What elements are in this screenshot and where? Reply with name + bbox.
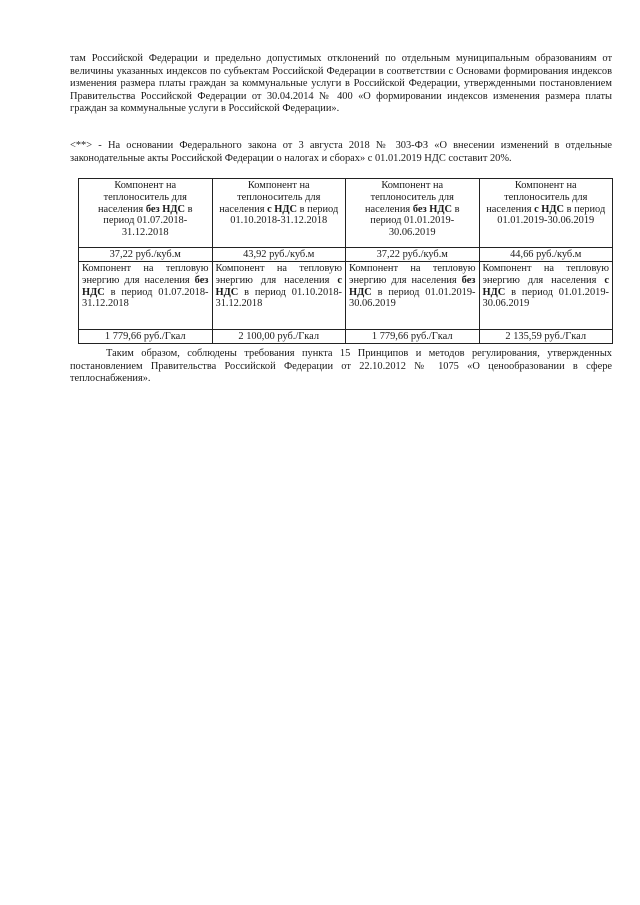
coolant-header-cell: Компонент на теплоноситель для населения с НДС в период 01.10.2018-31.12.2018: [212, 179, 346, 248]
heat-energy-header-cell: Компонент на тепловую энергию для населения без НДС в период 01.07.2018-31.12.2018: [79, 262, 213, 330]
vat-footnote: <**> - На основании Федерального закона от 3 августа 2018 № 303-ФЗ «О внесении изменений в отдельные законодательные акты Российской Федерации о налогах и сборах» с 01.01.2019 НДС составит 20%.: [70, 140, 612, 164]
coolant-value-cell: 43,92 руб./куб.м: [212, 248, 346, 262]
heat-energy-value-cell: 2 135,59 руб./Гкал: [479, 330, 613, 344]
coolant-header-cell: Компонент на теплоноситель для населения без НДС в период 01.01.2019-30.06.2019: [346, 179, 480, 248]
heat-energy-value-cell: 1 779,66 руб./Гкал: [346, 330, 480, 344]
coolant-header-cell: Компонент на теплоноситель для населения с НДС в период 01.01.2019-30.06.2019: [479, 179, 613, 248]
coolant-value-cell: 37,22 руб./куб.м: [346, 248, 480, 262]
coolant-value-cell: 37,22 руб./куб.м: [79, 248, 213, 262]
coolant-value-cell: 44,66 руб./куб.м: [479, 248, 613, 262]
tariff-table: [78, 178, 613, 344]
table-row: [79, 330, 613, 344]
heat-energy-value-cell: 1 779,66 руб./Гкал: [79, 330, 213, 344]
heat-energy-header-cell: Компонент на тепловую энергию для населения с НДС в период 01.10.2018-31.12.2018: [212, 262, 346, 330]
table-row: [79, 179, 613, 248]
conclusion-paragraph: Таким образом, соблюдены требования пункта 15 Принципов и методов регулирования, утвержденных постановлением Правительства Российской Федерации от 22.10.2012 № 1075 «О ценообразовании в сфере теплоснабжения».: [70, 348, 612, 385]
intro-paragraph: там Российской Федерации и предельно допустимых отклонений по отдельным муниципальным образованиям от величины указанных индексов по субъектам Российской Федерации в соответствии с Основами формирования индексов изменения размера платы граждан за коммунальные услуги в Российской Федерации, утвержденными постановлением Правительства Российской Федерации от 30.04.2014 № 400 «О формировании индексов изменения размера платы граждан за коммунальные услуги в Российской Федерации».: [70, 53, 612, 115]
heat-energy-header-cell: Компонент на тепловую энергию для населения с НДС в период 01.01.2019-30.06.2019: [479, 262, 613, 330]
coolant-header-cell: Компонент на теплоноситель для населения без НДС в период 01.07.2018-31.12.2018: [79, 179, 213, 248]
table-row: [79, 248, 613, 262]
heat-energy-header-cell: Компонент на тепловую энергию для населения без НДС в период 01.01.2019-30.06.2019: [346, 262, 480, 330]
heat-energy-value-cell: 2 100,00 руб./Гкал: [212, 330, 346, 344]
table-row: [79, 262, 613, 330]
